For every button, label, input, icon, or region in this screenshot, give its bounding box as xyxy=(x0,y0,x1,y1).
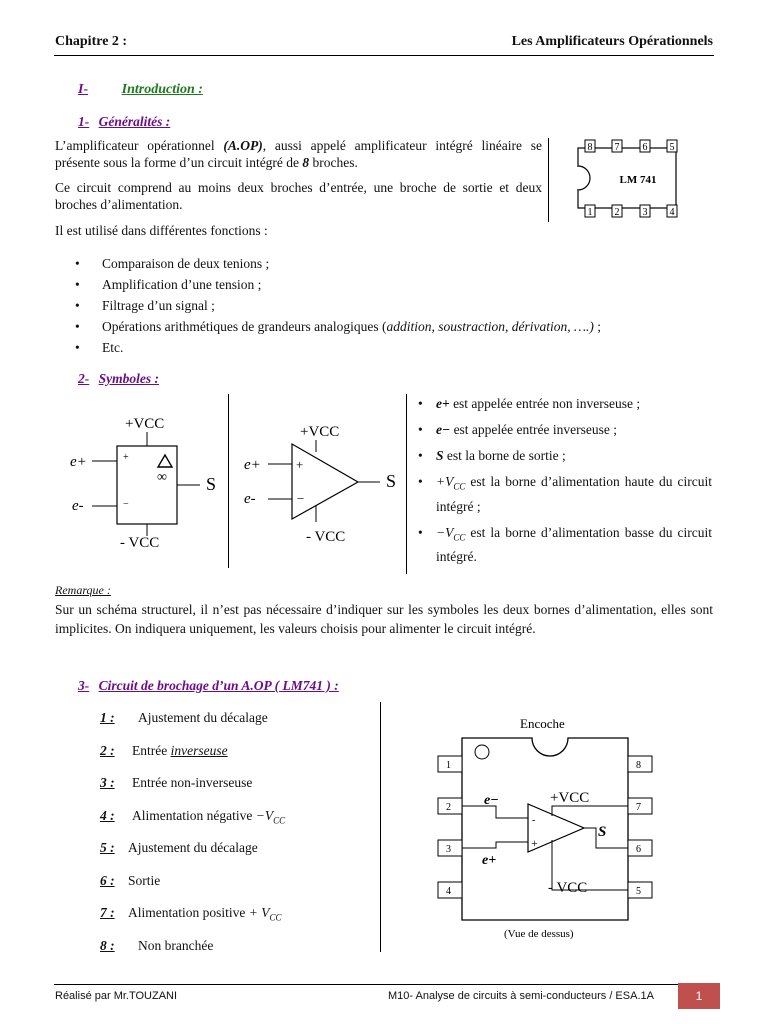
left-pin: 2 xyxy=(446,802,451,813)
divider-vertical xyxy=(228,394,229,568)
subsection-1-heading xyxy=(78,114,170,130)
remark-label: Remarque : xyxy=(55,583,111,597)
opamp-symbol-box xyxy=(60,404,230,554)
right-pin: 5 xyxy=(636,886,641,897)
notch-label: Encoche xyxy=(520,716,565,731)
list-item: • Filtrage d’un signal ; xyxy=(55,295,715,316)
chip-top-pin: 8 xyxy=(587,142,593,153)
chip-top-pin: 6 xyxy=(642,142,648,153)
subsection-title: Généralités : xyxy=(98,114,171,129)
left-pin: 1 xyxy=(446,760,451,771)
chip-top-pin: 7 xyxy=(614,142,620,153)
pin-item: 1 : Ajustement du décalage xyxy=(100,710,268,725)
list-item: • Comparaison de deux tenions ; xyxy=(55,253,715,274)
symbol-descriptions xyxy=(416,394,712,573)
functions-list xyxy=(55,253,715,358)
header-chapter: Chapitre 2 : xyxy=(55,34,128,49)
e-minus-label: e- xyxy=(244,491,256,507)
lm741-chip-small xyxy=(570,136,690,222)
right-pin: 7 xyxy=(636,802,641,813)
chip-bottom-pin: 2 xyxy=(614,207,620,218)
svg-text:−: − xyxy=(297,491,305,506)
list-item: • e+ est appelée entrée non inverseuse ; xyxy=(416,394,712,413)
output-label: S xyxy=(386,471,397,491)
chip-bottom-pin: 1 xyxy=(587,207,593,218)
vcc-neg-label: - VCC xyxy=(120,535,160,551)
pin-item: 8 : Non branchée xyxy=(100,937,214,953)
output-label: S xyxy=(206,474,217,494)
chip-bottom-pin: 3 xyxy=(642,207,648,218)
vcc-pos-label: +VCC xyxy=(125,416,165,432)
pin-list xyxy=(100,702,370,962)
list-item: • e− est appelée entrée inverseuse ; xyxy=(416,420,712,439)
vcc-neg-label: - VCC xyxy=(306,529,346,545)
list-item: • $-V_{CC}$ est la borne d’alimentation basse du circuit intégré. xyxy=(416,523,712,567)
vcc-neg-label: - VCC xyxy=(548,880,588,896)
paragraph-aop: L’amplificateur opérationnel (A.OP), aussi appelé amplificateur intégré linéaire se présente sous la forme d’un circuit intégré de 8 broches. xyxy=(55,138,542,170)
svg-text:∞: ∞ xyxy=(157,470,167,485)
view-label: (Vue de dessus) xyxy=(504,928,574,940)
section-title: Introduction : xyxy=(121,82,203,97)
svg-text:+: + xyxy=(296,457,304,472)
section-number: I- xyxy=(78,82,89,97)
chip-label: LM 741 xyxy=(619,174,657,186)
e-plus-label: e+ xyxy=(70,454,87,470)
output-label: S xyxy=(598,824,607,840)
e-plus-label: e+ xyxy=(482,853,497,868)
pin-item: 7 : Alimentation positive + $V_{CC}$ xyxy=(100,905,282,923)
e-minus-label: e- xyxy=(72,498,84,514)
vcc-pos-label: +VCC xyxy=(300,424,340,440)
chip-bottom-pin: 4 xyxy=(669,207,675,218)
footer-author: Réalisé par Mr.TOUZANI xyxy=(55,990,178,1002)
right-pin: 6 xyxy=(636,844,641,855)
footer-divider xyxy=(54,984,714,985)
divider-vertical xyxy=(380,702,381,952)
footer-course: M10- Analyse de circuits à semi-conducteurs / ESA.1A xyxy=(388,990,654,1002)
paragraph-pins: Ce circuit comprend au moins deux broches d’entrée, une broche de sortie et deux broches d’alimentation. xyxy=(55,180,542,212)
svg-text:+: + xyxy=(123,452,129,463)
divider-vertical xyxy=(406,394,407,574)
divider-vertical xyxy=(548,138,549,222)
section-heading xyxy=(78,82,203,98)
subsection-number: 1- xyxy=(78,114,90,129)
e-minus-label: e− xyxy=(484,793,499,808)
right-pin: 8 xyxy=(636,760,641,771)
chip-top-pin: 5 xyxy=(669,142,675,153)
opamp-symbol-triangle xyxy=(238,414,408,554)
remark-text: Sur un schéma structurel, il n’est pas nécessaire d’indiquer sur les symboles les deux bornes d’alimentation, elles sont implicites. On indiquera uniquement, les valeurs choisis pour alimenter le circuit intégré. xyxy=(55,602,713,636)
pin-item: 4 : Alimentation négative $-V_{CC}$ xyxy=(100,807,286,826)
header-title: Les Amplificateurs Opérationnels xyxy=(511,34,713,49)
lm741-pinout-diagram xyxy=(436,712,696,944)
svg-text:-: - xyxy=(532,815,536,826)
pin-item: 5 : Ajustement du décalage xyxy=(100,840,258,855)
intro-text xyxy=(55,137,542,213)
functions-intro: Il est utilisé dans différentes fonctions : xyxy=(55,223,268,238)
subsection-3-heading: 3- Circuit de brochage d’un A.OP ( LM741 ) : xyxy=(78,678,339,693)
left-pin: 4 xyxy=(446,886,451,897)
list-item: • $+V_{CC}$ est la borne d’alimentation haute du circuit intégré ; xyxy=(416,472,712,516)
list-item: • Amplification d’une tension ; xyxy=(55,274,715,295)
list-item: • Opérations arithmétiques de grandeurs analogiques (addition, soustraction, dérivation, ….) ; xyxy=(55,316,715,337)
e-plus-label: e+ xyxy=(244,457,261,473)
svg-text:+: + xyxy=(531,836,538,850)
page-number: 1 xyxy=(678,983,720,1009)
vcc-pos-label: +VCC xyxy=(550,790,590,806)
svg-text:−: − xyxy=(123,499,129,510)
list-item: • Etc. xyxy=(55,337,715,358)
pin-item: 2 : Entrée inverseuse xyxy=(100,742,228,758)
left-pin: 3 xyxy=(446,844,451,855)
subsection-2-heading: 2- Symboles : xyxy=(78,371,159,386)
list-item: • S est la borne de sortie ; xyxy=(416,446,712,465)
header-divider xyxy=(54,55,714,56)
pin-item: 3 : Entrée non-inverseuse xyxy=(100,775,253,790)
pin-item: 6 : Sortie xyxy=(100,872,161,888)
